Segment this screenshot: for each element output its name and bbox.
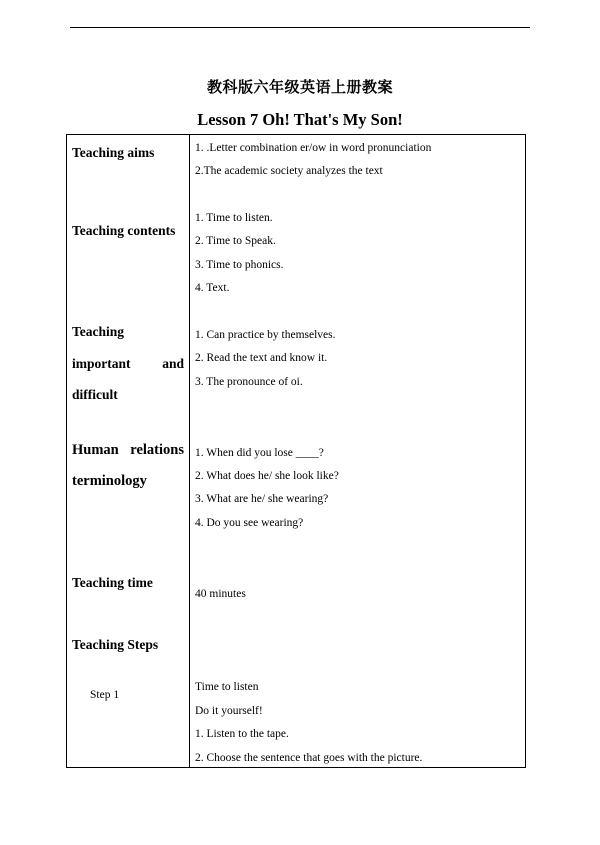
label-teaching-important-line2 [72,356,184,372]
contents-item-4: 4. Text. [195,282,230,294]
aims-item-1: 1. .Letter combination er/ow in word pronunciation [195,142,432,154]
lesson-title: Lesson 7 Oh! That's My Son! [197,110,403,129]
contents-item-2: 2. Time to Speak. [195,235,276,247]
important-item-2: 2. Read the text and know it. [195,352,328,364]
contents-item-1: 1. Time to listen. [195,212,273,224]
label-teaching-aims: Teaching aims [72,145,155,160]
label-and-word: and [162,356,184,371]
teaching-time-value: 40 minutes [195,588,246,600]
label-human-relations-line2: terminology [72,473,147,489]
step1-item-4: 2. Choose the sentence that goes with the picture. [195,752,423,764]
step1-item-2: Do it yourself! [195,705,263,717]
label-teaching-important-line1: Teaching [72,324,125,339]
label-teaching-contents: Teaching contents [72,223,176,238]
lesson-plan-table [66,134,526,768]
label-teaching-important-line3: difficult [72,387,118,402]
human-relations-item-1: 1. When did you lose ____? [195,447,324,459]
column-divider [189,135,190,767]
header-rule [70,27,530,28]
label-human-relations-line1 [72,442,184,458]
step1-item-3: 1. Listen to the tape. [195,728,289,740]
label-important-word: important [72,356,131,371]
label-step-1: Step 1 [90,689,120,701]
important-item-1: 1. Can practice by themselves. [195,329,336,341]
important-item-3: 3. The pronounce of oi. [195,376,303,388]
label-teaching-steps: Teaching Steps [72,637,159,652]
label-teaching-time: Teaching time [72,575,153,590]
human-relations-item-3: 3. What are he/ she wearing? [195,493,329,505]
contents-item-3: 3. Time to phonics. [195,259,284,271]
step1-item-1: Time to listen [195,681,259,693]
aims-item-2: 2.The academic society analyzes the text [195,165,383,177]
label-human-word: Human [72,442,119,458]
label-relations-word: relations [130,442,184,458]
human-relations-item-4: 4. Do you see wearing? [195,517,304,529]
document-header-title: 教科版六年级英语上册教案 [206,78,393,96]
human-relations-item-2: 2. What does he/ she look like? [195,470,339,482]
